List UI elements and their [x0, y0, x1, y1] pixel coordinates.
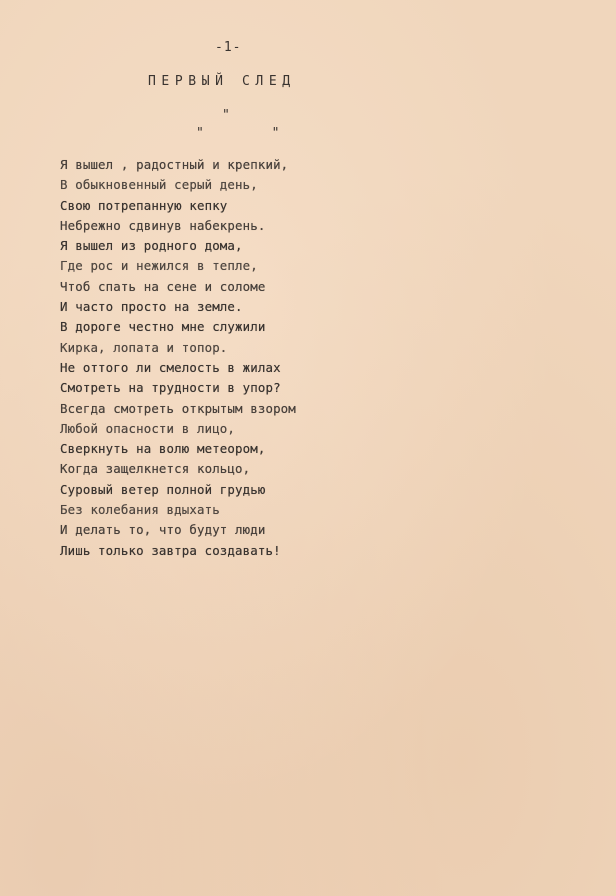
poem-line: И часто просто на земле.: [60, 299, 243, 315]
poem-line: Я вышел из родного дома,: [60, 238, 243, 254]
poem-line: В обыкновенный серый день,: [60, 177, 258, 193]
poem-line: Суровый ветер полной грудью: [60, 481, 266, 497]
poem-line: Сверкнуть на волю метеором,: [60, 441, 266, 457]
poem-line: Любой опасности в лицо,: [60, 420, 236, 436]
poem-line: Я вышел , радостный и крепкий,: [60, 157, 289, 172]
poem-body: [60, 155, 296, 561]
ditto-mark-top: ": [222, 108, 230, 123]
poem-line: Смотреть на трудности в упор?: [60, 380, 281, 396]
poem-line: Свою потрепанную кепку: [60, 197, 228, 213]
poem-line: И делать то, что будут люди: [60, 522, 266, 538]
poem-line: Чтоб спать на сене и соломе: [60, 278, 266, 294]
poem-line: Кирка, лопата и топор.: [60, 339, 228, 355]
poem-line: Всегда смотреть открытым взором: [60, 400, 296, 416]
ditto-marks-bottom: " ": [196, 126, 310, 141]
poem-line: Лишь только завтра создавать!: [60, 542, 281, 558]
poem-line: Небрежно сдвинув набекрень.: [60, 217, 266, 233]
page-number: -1-: [215, 40, 242, 55]
poem-title: ПЕРВЫЙ СЛЕД: [148, 74, 296, 89]
poem-line: Где рос и нежился в тепле,: [60, 258, 258, 274]
poem-line: Когда защелкнется кольцо,: [60, 461, 251, 477]
poem-line: Не оттого ли смелость в жилах: [60, 359, 281, 375]
poem-line: В дороге честно мне служили: [60, 319, 266, 335]
poem-line: Без колебания вдыхать: [60, 502, 220, 518]
